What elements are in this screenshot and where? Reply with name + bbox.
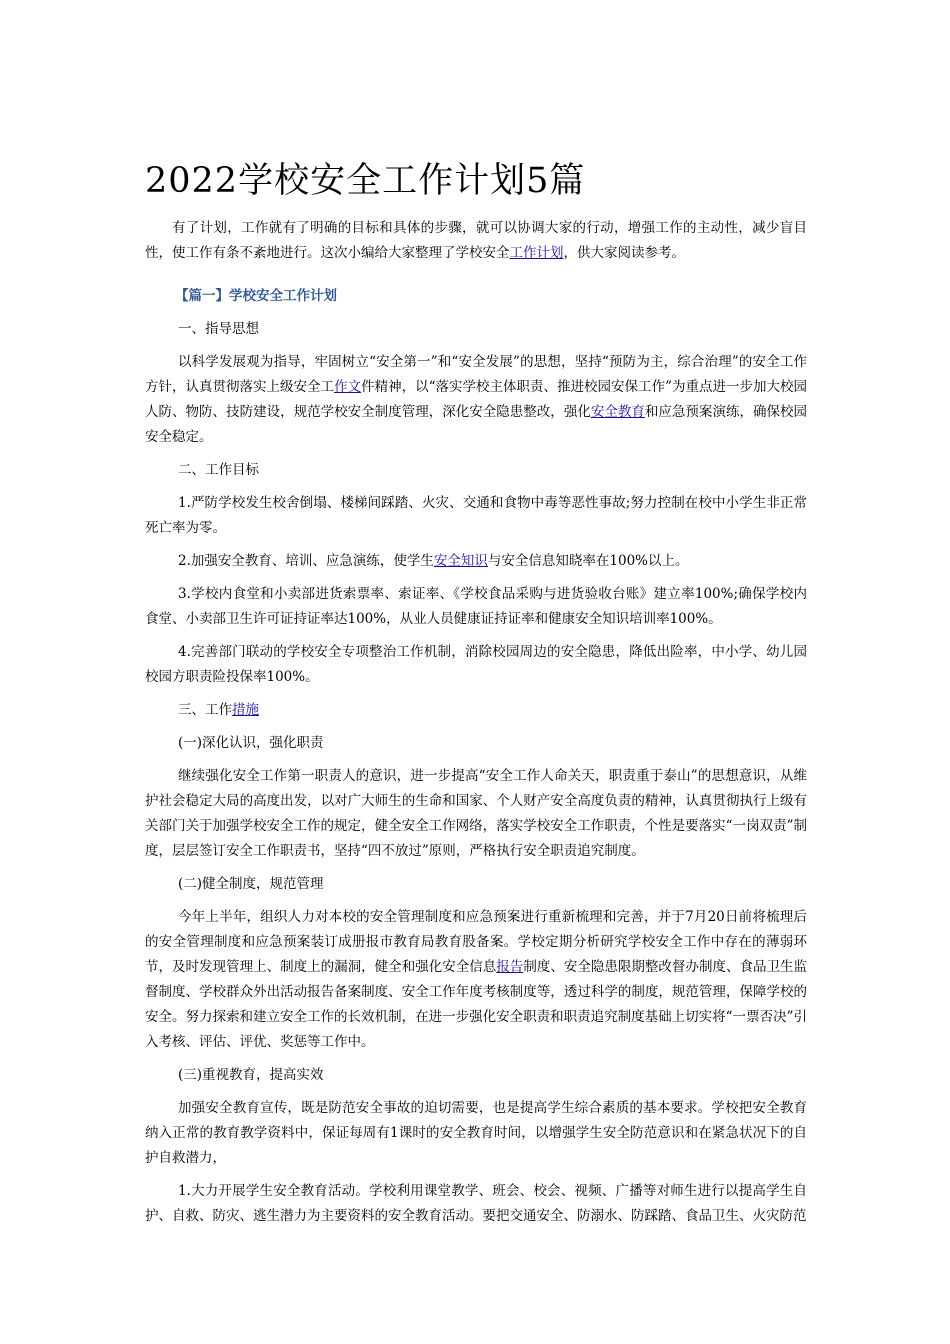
goal-2-text-b: 与安全信息知晓率在100%以上。	[487, 553, 689, 569]
page-title: 2022学校安全工作计划5篇	[145, 161, 586, 201]
subheading-1: (一)深化认识，强化职责	[178, 735, 324, 751]
subsection-2-paragraph	[145, 905, 807, 1055]
guiding-text-b: 件精神，以“落实学校主体职责、推进校园安保工作”为重点进一步加大校园人防、物防、技防建设，规范学校安全制度管理，深化安全隐患整改，强化	[145, 379, 808, 420]
guiding-text-c: 和应急预案演练，确保校园安全稳定。	[145, 404, 808, 445]
document-body	[145, 158, 807, 1229]
guiding-text-a: 以科学发展观为指导，牢固树立“安全第一”和“安全发展”的思想，坚持“预防为主，综合治理”的安全工作方针，认真贯彻落实上级安全工	[145, 354, 807, 395]
sub2-text-a: 今年上半年，组织人力对本校的安全管理制度和应急预案进行重新梳理和完善，并于7月20日前将梳理后的安全管理制度和应急预案装订成册报市教育局教育股备案。学校定期分析研究学校安全工作中存在的薄弱环节，及时发现管理上、制度上的漏洞，健全和强化安全信息	[145, 909, 807, 975]
intro-text: 有了计划，工作就有了明确的目标和具体的步骤，就可以协调大家的行动，增强工作的主动性，减少盲目性，使工作有条不紊地进行。这次小编给大家整理了学校安全	[145, 220, 807, 261]
heading-work-measures	[145, 698, 807, 723]
goal-3: 3.学校内食堂和小卖部进货索票率、索证率、《学校食品采购与进货验收台账》建立率100%;确保学校内食堂、小卖部卫生许可证持证率达100%，从业人员健康证持证率和健康安全知识培训率100%。	[145, 586, 807, 627]
goal-1: 1.严防学校发生校舍倒塌、楼梯间踩踏、火灾、交通和食物中毒等恶性事故;努力控制在校中小学生非正常死亡率为零。	[145, 495, 807, 536]
goal-2	[145, 549, 807, 574]
list-item-1: 1.大力开展学生安全教育活动。学校利用课堂教学、班会、校会、视频、广播等对师生进行以提高学生自护、自救、防灾、逃生潜力为主要资料的安全教育活动。要把交通安全、防溺水、防踩踏、食品卫生、火灾防范	[145, 1183, 807, 1224]
intro-text-end: ，供大家阅读参考。	[563, 245, 685, 261]
safety-education-link[interactable]: 安全教育	[590, 404, 645, 420]
subsection-1-paragraph: 继续强化安全工作第一职责人的意识，进一步提高“安全工作人命关天，职责重于泰山”的思想意识，从维护社会稳定大局的高度出发，以对广大师生的生命和国家、个人财产安全高度负责的精神，认真贯彻执行上级有关部门关于加强学校安全工作的规定，健全安全工作网络，落实学校安全工作职责，个性是要落实“一岗双责”制度，层层签订安全工作职责书，坚持“四不放过”原则，严格执行安全职责追究制度。	[145, 768, 807, 859]
work-plan-link[interactable]: 工作计划	[509, 245, 564, 261]
heading-work-goals: 二、工作目标	[178, 462, 259, 478]
section-title: 【篇一】学校安全工作计划	[175, 288, 337, 304]
subheading-2: (二)健全制度，规范管理	[178, 876, 324, 892]
intro-paragraph	[145, 216, 807, 266]
safety-knowledge-link[interactable]: 安全知识	[433, 553, 488, 569]
goal-2-text-a: 2.加强安全教育、培训、应急演练，使学生	[178, 553, 434, 569]
document-link[interactable]: 作文	[334, 379, 362, 395]
paragraph-guiding	[145, 350, 807, 450]
measures-heading-text: 三、工作	[178, 702, 232, 718]
heading-guiding-ideology: 一、指导思想	[178, 321, 259, 337]
sub2-text-b: 制度、安全隐患限期整改督办制度、食品卫生监督制度、学校群众外出活动报告备案制度、安全工作年度考核制度等，透过科学的制度，规范管理，保障学校的安全。努力探索和建立安全工作的长效机制，在进一步强化安全职责和职责追究制度基础上切实将“一票否决”引入考核、评估、评优、奖惩等工作中。	[145, 959, 808, 1050]
subheading-3: (三)重视教育，提高实效	[178, 1067, 324, 1083]
subsection-3-paragraph: 加强安全教育宣传，既是防范安全事故的迫切需要，也是提高学生综合素质的基本要求。学校把安全教育纳入正常的教育教学资料中，保证每周有1课时的安全教育时间，以增强学生安全防范意识和在紧急状况下的自护自救潜力，	[145, 1100, 807, 1166]
measures-link[interactable]: 措施	[232, 702, 259, 718]
report-link[interactable]: 报告	[496, 959, 524, 975]
goal-4: 4.完善部门联动的学校安全专项整治工作机制，消除校园周边的安全隐患，降低出险率，中小学、幼儿园校园方职责险投保率100%。	[145, 644, 807, 685]
